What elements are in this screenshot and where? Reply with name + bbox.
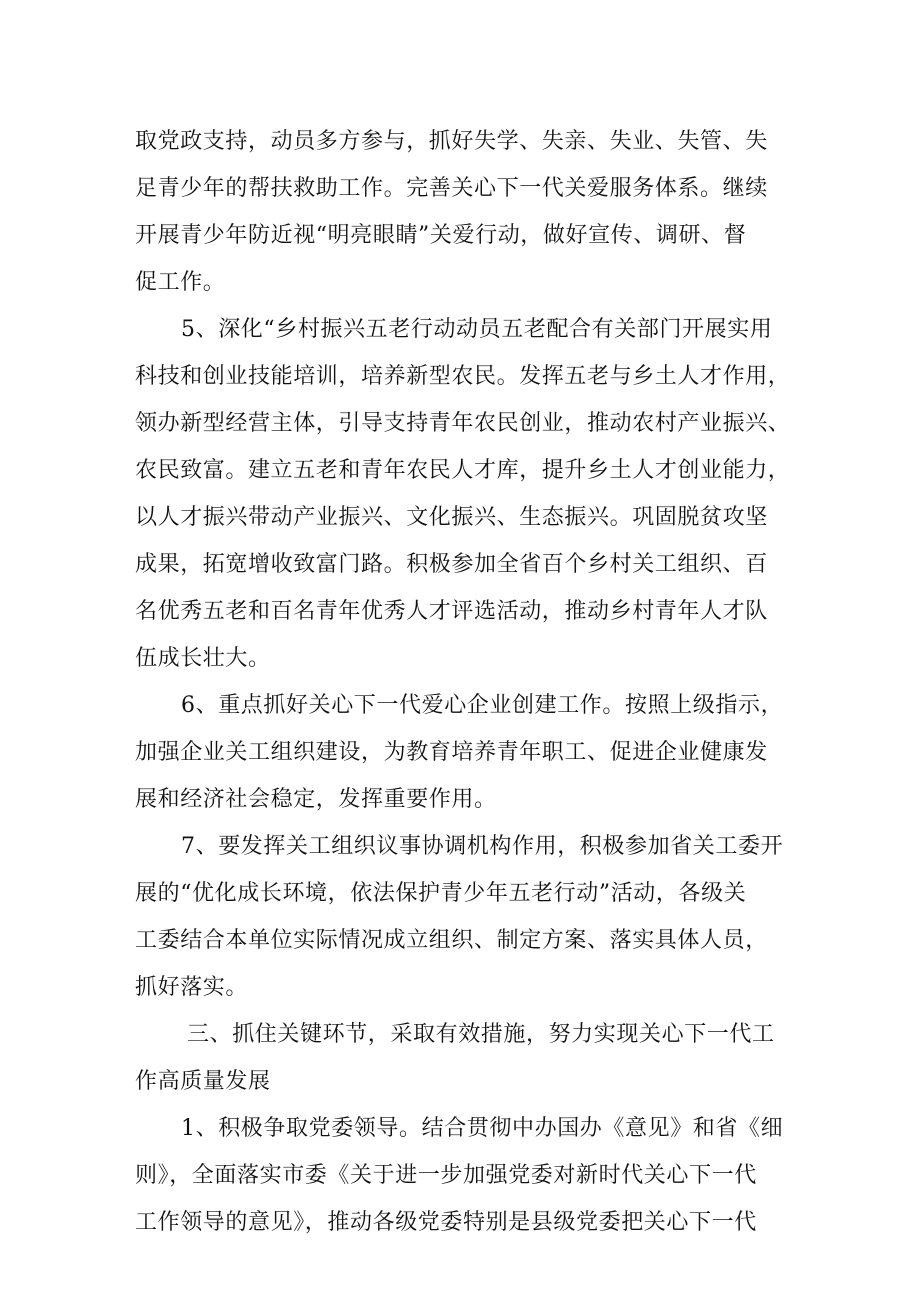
section-three-heading-continued: 作高质量发展 — [135, 1069, 271, 1094]
text-line: 取党政支持，动员多方参与，抓好失学、失亲、失业、失管、失 — [135, 129, 768, 154]
text-line: 展和经济社会稳定，发挥重要作用。 — [135, 787, 497, 812]
text-line: 成果，拓宽增收致富门路。积极参加全省百个乡村关工组织、百 — [135, 552, 768, 577]
body-text — [135, 118, 795, 1246]
text-line: 展的“优化成长环境，依法保护青少年五老行动”活动，各级关 — [135, 881, 747, 906]
text-line: 则》，全面落实市委《关于进一步加强党委对新时代关心下一代 — [135, 1163, 757, 1188]
text-line: 开展青少年防近视“明亮眼睛”关爱行动，做好宣传、调研、督 — [135, 223, 747, 248]
text-line: 工委结合本单位实际情况成立组织、制定方案、落实具体人员， — [135, 928, 768, 953]
text-line: 促工作。 — [135, 270, 226, 295]
section-three-heading: 三、抓住关键环节，采取有效措施，努力实现关心下一代工 — [187, 1022, 775, 1047]
paragraph-6-start: 6、重点抓好关心下一代爱心企业创建工作。按照上级指示， — [181, 693, 784, 718]
text-line: 工作领导的意见》，推动各级党委特别是县级党委把关心下一代 — [135, 1210, 757, 1235]
text-line: 足青少年的帮扶救助工作。完善关心下一代关爱服务体系。继续 — [135, 176, 768, 201]
text-line: 农民致富。建立五老和青年农民人才库，提升乡土人才创业能力， — [135, 458, 791, 483]
text-line: 以人才振兴带动产业振兴、文化振兴、生态振兴。巩固脱贫攻坚 — [135, 505, 768, 530]
paragraph-1-start: 1、积极争取党委领导。结合贯彻中办国办《意见》和省《细 — [181, 1116, 784, 1141]
text-line: 伍成长壮大。 — [135, 646, 271, 671]
text-line: 加强企业关工组织建设，为教育培养青年职工、促进企业健康发 — [135, 740, 768, 765]
text-line: 抓好落实。 — [135, 975, 249, 1000]
paragraph-5-start: 5、深化“乡村振兴五老行动动员五老配合有关部门开展实用 — [181, 317, 773, 342]
text-line: 领办新型经营主体，引导支持青年农民创业，推动农村产业振兴、 — [135, 411, 791, 436]
text-line: 科技和创业技能培训，培养新型农民。发挥五老与乡土人才作用， — [135, 364, 791, 389]
text-line: 名优秀五老和百名青年优秀人才评选活动，推动乡村青年人才队 — [135, 599, 768, 624]
paragraph-7-start: 7、要发挥关工组织议事协调机构作用，积极参加省关工委开 — [181, 834, 784, 859]
